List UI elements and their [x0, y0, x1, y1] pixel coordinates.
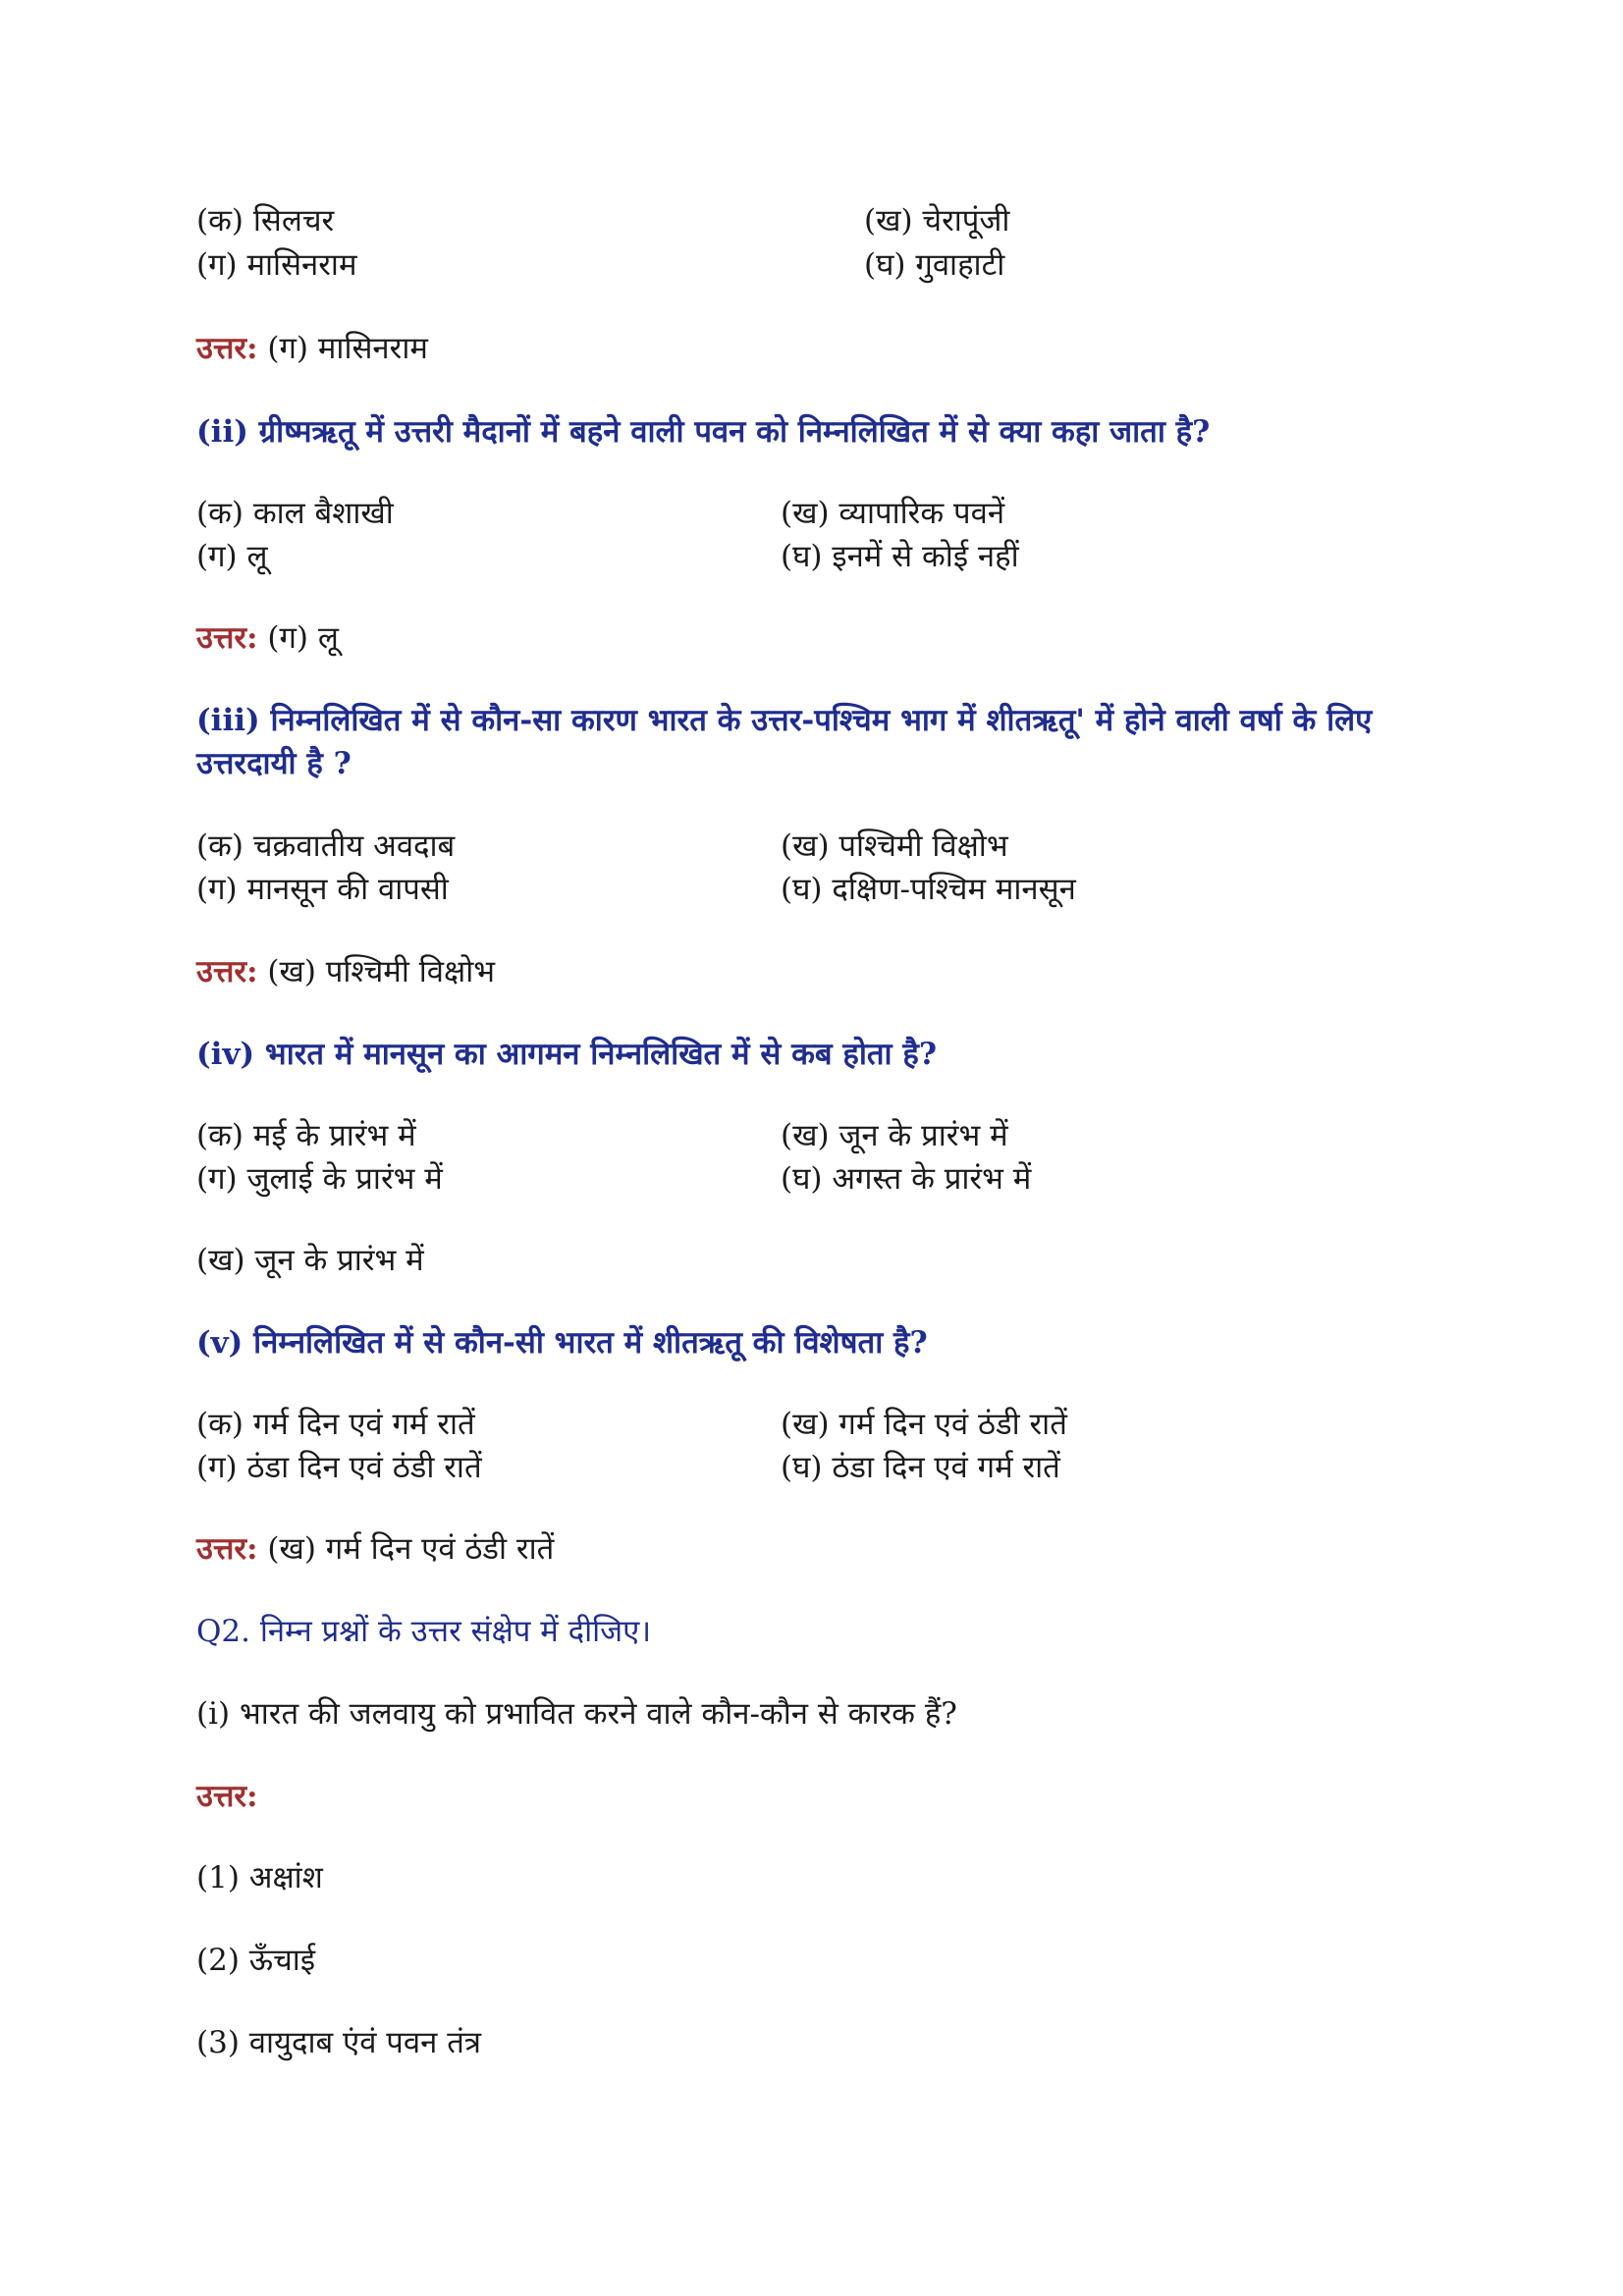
q5-option-kha: (ख) गर्म दिन एवं ठंडी रातें [781, 1407, 1067, 1442]
q2-option-ga: (ग) लू [196, 539, 268, 574]
q5-option-ga: (ग) ठंडा दिन एवं ठंडी रातें [196, 1450, 482, 1485]
q3-option-gha: (घ) दक्षिण-पश्चिम मानसून [781, 872, 1076, 907]
section2-answer-label [196, 1777, 258, 1816]
q2-answer [196, 618, 339, 658]
q1-answer [196, 329, 428, 368]
q2-option-ka: (क) काल बैशाखी [196, 496, 394, 531]
q1-option-ga: (ग) मासिनराम [196, 247, 357, 283]
section-heading-q2: Q2. निम्न प्रश्नों के उत्तर संक्षेप में दीजिए। [196, 1614, 652, 1649]
q3-answer [196, 952, 495, 991]
answer-text: (ख) पश्चिमी विक्षोभ [257, 954, 496, 989]
question-iii: (iii) निम्नलिखित में से कौन-सा कारण भारत के उत्तर-पश्चिम भाग में शीतऋतू' में होने वाली वर्षा के लिए उत्तरदायी है ? [196, 703, 1373, 781]
section2-question-i: (i) भारत की जलवायु को प्रभावित करने वाले कौन-कौन से कारक हैं? [196, 1696, 957, 1732]
question-iv: (iv) भारत में मानसून का आगमन निम्नलिखित में से कब होता है? [196, 1037, 938, 1072]
q2-option-gha: (घ) इनमें से कोई नहीं [781, 539, 1019, 574]
q1-option-ka: (क) सिलचर [196, 203, 335, 239]
q5-option-ka: (क) गर्म दिन एवं गर्म रातें [196, 1407, 475, 1442]
q5-answer [196, 1529, 554, 1569]
answer-point-1: (1) अक्षांश [196, 1860, 323, 1896]
answer-label: उत्तर: [196, 620, 258, 656]
q1-option-kha: (ख) चेरापूंजी [864, 203, 1010, 239]
answer-text: (ग) लू [257, 620, 339, 656]
q2-option-kha: (ख) व्यापारिक पवनें [781, 496, 1005, 531]
answer-text: (ग) मासिनराम [257, 331, 428, 366]
q4-option-ga: (ग) जुलाई के प्रारंभ में [196, 1161, 443, 1197]
answer-label: उत्तर: [196, 954, 258, 989]
question-ii: (ii) ग्रीष्मऋतू में उत्तरी मैदानों में बहने वाली पवन को निम्नलिखित में से क्या कहा जाता है? [196, 414, 1211, 450]
q5-option-gha: (घ) ठंडा दिन एवं गर्म रातें [781, 1450, 1060, 1485]
answer-point-2: (2) ऊँचाई [196, 1943, 316, 1978]
q4-option-gha: (घ) अगस्त के प्रारंभ में [781, 1161, 1032, 1197]
q4-answer: (ख) जून के प्रारंभ में [196, 1243, 424, 1278]
q4-option-ka: (क) मई के प्रारंभ में [196, 1118, 416, 1153]
q3-option-kha: (ख) पश्चिमी विक्षोभ [781, 828, 1008, 864]
answer-label: उत्तर: [196, 331, 258, 366]
question-v: (v) निम्नलिखित में से कौन-सी भारत में शीतऋतू की विशेषता है? [196, 1325, 928, 1361]
q1-option-gha: (घ) गुवाहाटी [864, 247, 1005, 283]
answer-label: उत्तर: [196, 1531, 258, 1567]
answer-label: उत्तर: [196, 1779, 258, 1814]
q3-option-ka: (क) चक्रवातीय अवदाब [196, 828, 456, 864]
q4-option-kha: (ख) जून के प्रारंभ में [781, 1118, 1008, 1153]
answer-text: (ख) गर्म दिन एवं ठंडी रातें [257, 1531, 555, 1567]
answer-point-3: (3) वायुदाब एंवं पवन तंत्र [196, 2025, 481, 2060]
q3-option-ga: (ग) मानसून की वापसी [196, 872, 449, 907]
